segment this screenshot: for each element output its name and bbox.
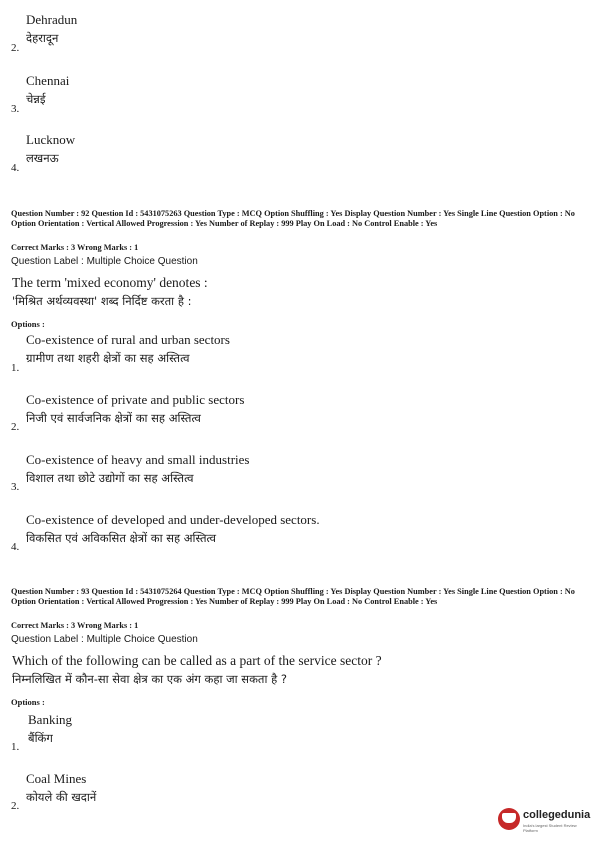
q92-option-1-hindi: ग्रामीण तथा शहरी क्षेत्रों का सह अस्तित्व bbox=[26, 351, 190, 365]
q93-option-1-hindi: बैंकिंग bbox=[28, 731, 53, 745]
option-3-hindi: चेन्नई bbox=[26, 92, 46, 106]
option-4-english: Lucknow bbox=[26, 132, 76, 147]
logo-tagline: India's largest Student Review Platform bbox=[523, 823, 577, 833]
collegedunia-logo bbox=[498, 806, 590, 834]
question-93-text-hindi: निम्नलिखित में कौन-सा सेवा क्षेत्र का एक अंग कहा जा सकता है ? bbox=[12, 672, 287, 686]
question-92-text-english: The term 'mixed economy' denotes : bbox=[12, 275, 208, 290]
option-2-english: Dehradun bbox=[26, 12, 78, 27]
option-number: 3. bbox=[11, 481, 20, 493]
question-93-text-english: Which of the following can be called as a part of the service sector ? bbox=[12, 653, 382, 668]
options-label: Options : bbox=[11, 697, 45, 707]
question-92-meta: Question Number : 92 Question Id : 5431075263 Question Type : MCQ Option Shuffling : Yes Display Question Number : Yes Single Line Question Option : No Option Orientation : Vertical Allowed Progression : Yes Number of Replay : 999 Play On Load : No Control Enable : Yes bbox=[11, 209, 575, 228]
options-label: Options : bbox=[11, 319, 45, 329]
question-93-label: Question Label : Multiple Choice Question bbox=[11, 634, 198, 645]
q92-option-2-hindi: निजी एवं सार्वजनिक क्षेत्रों का सह अस्तित्व bbox=[26, 411, 201, 425]
question-93-marks: Correct Marks : 3 Wrong Marks : 1 bbox=[11, 621, 139, 630]
option-2-hindi: देहरादून bbox=[26, 31, 59, 45]
q93-option-2-english: Coal Mines bbox=[26, 771, 87, 786]
question-92-marks: Correct Marks : 3 Wrong Marks : 1 bbox=[11, 243, 139, 252]
option-number: 1. bbox=[11, 741, 20, 753]
option-number: 2. bbox=[11, 42, 20, 54]
q92-option-4-hindi: विकसित एवं अविकसित क्षेत्रों का सह अस्तित्व bbox=[26, 531, 216, 545]
question-92-label: Question Label : Multiple Choice Question bbox=[11, 256, 198, 267]
q92-option-1-english: Co-existence of rural and urban sectors bbox=[26, 332, 230, 347]
q92-option-2-english: Co-existence of private and public sectors bbox=[26, 392, 245, 407]
q92-option-4-english: Co-existence of developed and under-developed sectors. bbox=[26, 512, 320, 527]
q92-option-3-hindi: विशाल तथा छोटे उद्योगों का सह अस्तित्व bbox=[26, 471, 194, 485]
option-number: 1. bbox=[11, 362, 20, 374]
question-92-text-hindi: 'मिश्रित अर्थव्यवस्था' शब्द निर्दिष्ट करता है : bbox=[12, 294, 192, 308]
option-number: 3. bbox=[11, 103, 20, 115]
option-number: 4. bbox=[11, 541, 20, 553]
graduate-cap-icon bbox=[498, 808, 520, 830]
option-number: 2. bbox=[11, 421, 20, 433]
question-93-meta: Question Number : 93 Question Id : 5431075264 Question Type : MCQ Option Shuffling : Yes Display Question Number : Yes Single Line Question Option : No Option Orientation : Vertical Allowed Progression : Yes Number of Replay : 999 Play On Load : No Control Enable : Yes bbox=[11, 587, 575, 606]
q92-option-3-english: Co-existence of heavy and small industries bbox=[26, 452, 250, 467]
q93-option-1-english: Banking bbox=[28, 712, 73, 727]
option-number: 4. bbox=[11, 162, 20, 174]
logo-name: collegedunia bbox=[523, 809, 591, 821]
option-3-english: Chennai bbox=[26, 73, 70, 88]
option-number: 2. bbox=[11, 800, 20, 812]
option-4-hindi: लखनऊ bbox=[26, 151, 59, 165]
q93-option-2-hindi: कोयले की खदानें bbox=[26, 790, 97, 804]
